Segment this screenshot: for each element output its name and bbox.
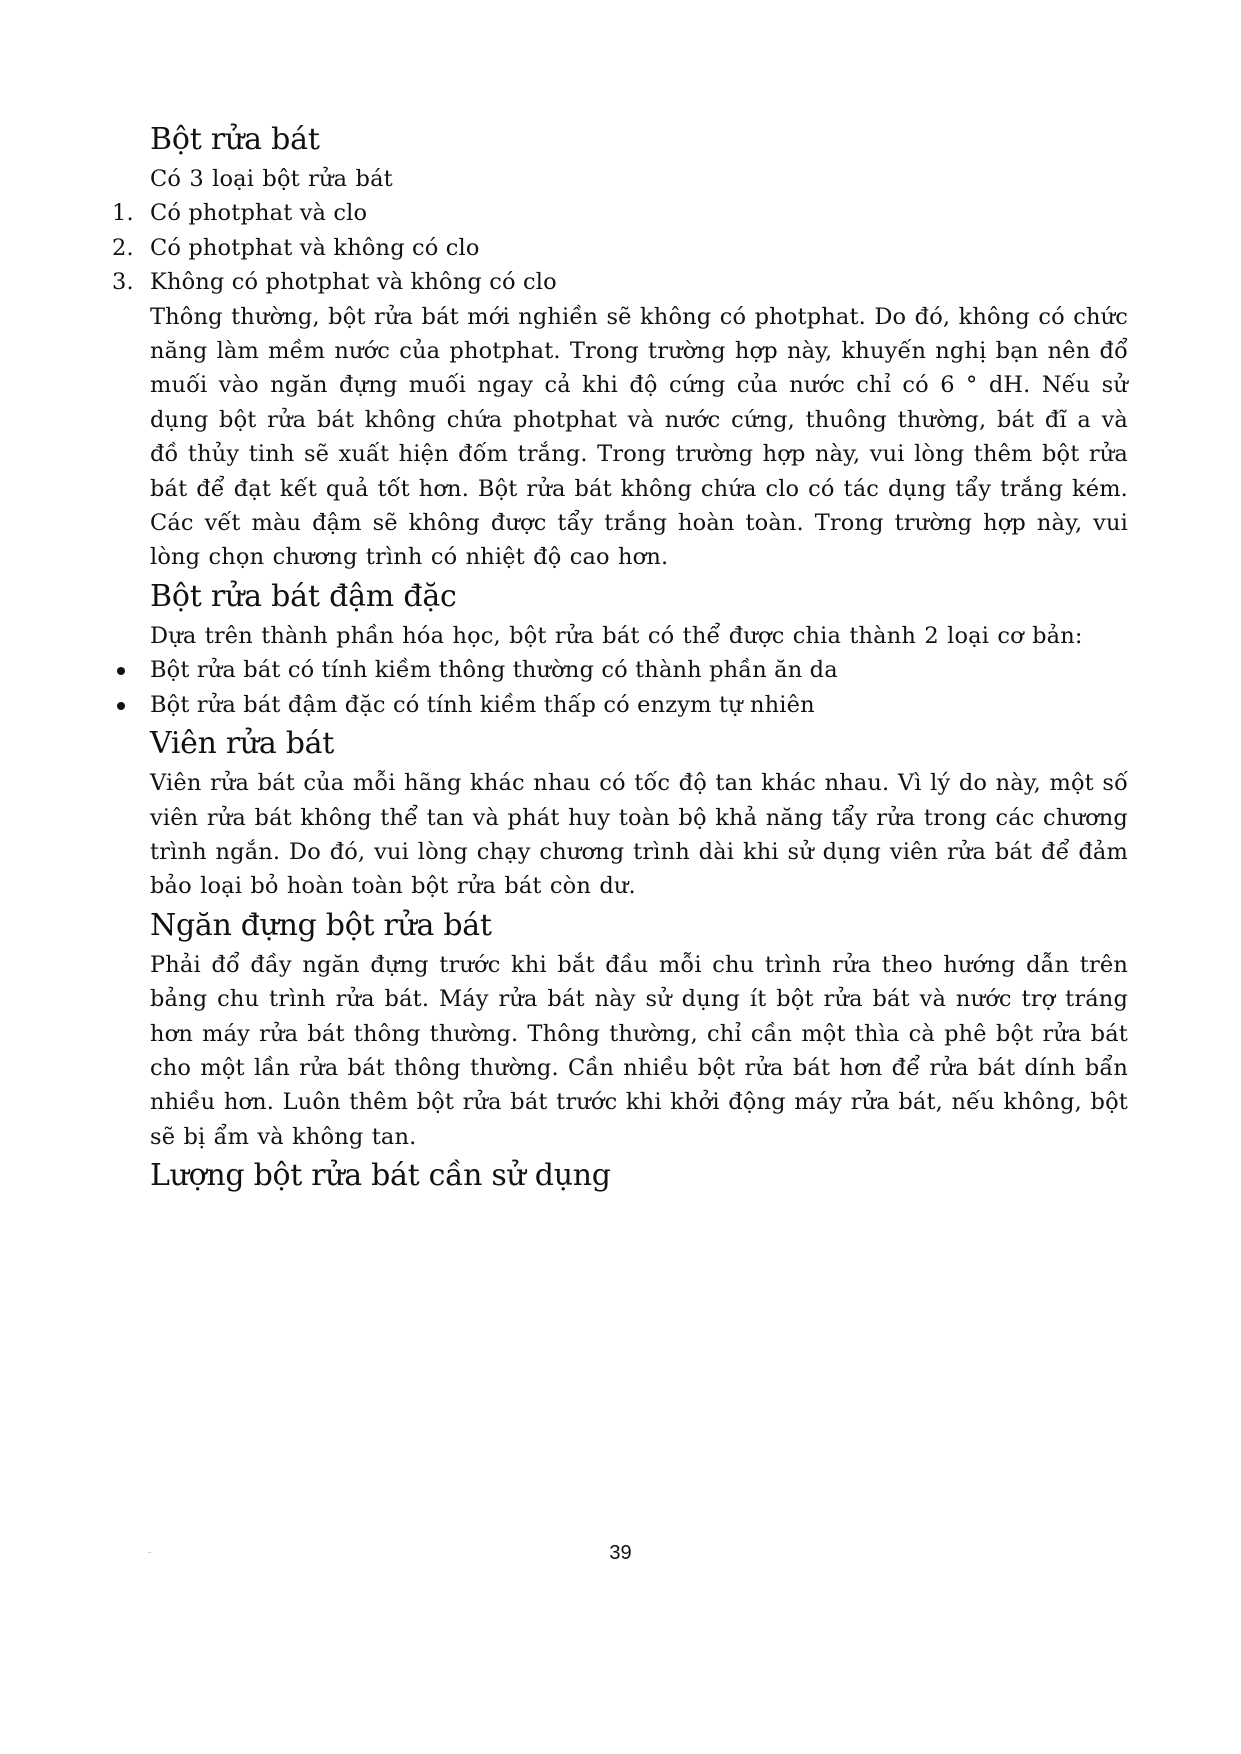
list-number: 1. [112, 200, 134, 227]
list-item-text: Có photphat và clo [150, 200, 368, 227]
page-content [112, 118, 1128, 1198]
heading-ngan-dung-bot-rua-bat: Ngăn đựng bột rửa bát [150, 907, 492, 943]
paragraph-dispenser: Phải đổ đầy ngăn đựng trước khi bắt đầu mỗi chu trình rửa theo hướng dẫn trên bảng chu trình rửa bát. Máy rửa bát này sử dụng ít bột rửa bát và nước trợ tráng hơn máy rửa bát thông thường. Thông thường, chỉ cần một thìa cà phê bột rửa bát cho một lần rửa bát thông thường. Cần nhiều bột rửa bát hơn để rửa bát dính bẩn nhiều hơn. Luôn thêm bột rửa bát trước khi khởi động máy rửa bát, nếu không, bột sẽ bị ẩm và không tan. [150, 951, 1128, 1150]
page-number: 39 [609, 1542, 632, 1564]
heading-bot-rua-bat: Bột rửa bát [150, 122, 320, 157]
heading-bot-rua-bat-dam-dac: Bột rửa bát đậm đặc [150, 578, 457, 614]
paragraph-tablets: Viên rửa bát của mỗi hãng khác nhau có tốc độ tan khác nhau. Vì lý do này, một số viên rửa bát không thể tan và phát huy toàn bộ khả năng tẩy rửa trong các chương trình ngắn. Do đó, vui lòng chạy chương trình dài khi sử dụng viên rửa bát để đảm bảo loại bỏ hoàn toàn bột rửa bát còn dư. [150, 770, 1128, 900]
list-item-text: Không có photphat và không có clo [150, 269, 557, 296]
list-number: 2. [112, 234, 134, 261]
list-item [112, 265, 1128, 299]
list-item [112, 231, 1128, 265]
list-number: 3. [112, 269, 134, 296]
list-item-text: Bột rửa bát đậm đặc có tính kiềm thấp có enzym tự nhiên [150, 691, 815, 718]
list-item [150, 653, 1128, 687]
bullet-list-types [150, 653, 1128, 722]
list-item [112, 196, 1128, 230]
intro-three-types: Có 3 loại bột rửa bát [150, 166, 393, 192]
heading-vien-rua-bat: Viên rửa bát [150, 726, 334, 762]
heading-luong-bot-rua-bat: Lượng bột rửa bát cần sử dụng [150, 1158, 611, 1194]
footer-mark: .. [148, 1549, 152, 1555]
list-item-text: Bột rửa bát có tính kiềm thông thường có thành phần ăn da [150, 657, 838, 684]
list-item-text: Có photphat và không có clo [150, 234, 480, 261]
bullet-icon [117, 702, 125, 710]
list-item [150, 688, 1128, 722]
intro-two-types: Dựa trên thành phần hóa học, bột rửa bát có thể được chia thành 2 loại cơ bản: [150, 622, 1083, 649]
numbered-list-types [112, 196, 1128, 299]
paragraph-phosphate-info: Thông thường, bột rửa bát mới nghiền sẽ không có photphat. Do đó, không có chức năng làm mềm nước của photphat. Trong trường hợp này, khuyến nghị bạn nên đổ muối vào ngăn đựng muối ngay cả khi độ cứng của nước chỉ có 6 ° dH. Nếu sử dụng bột rửa bát không chứa photphat và nước cứng, thuông thường, bát đĩ a và đồ thủy tinh sẽ xuất hiện đốm trắng. Trong trường hợp này, vui lòng thêm bột rửa bát để đạt kết quả tốt hơn. Bột rửa bát không chứa clo có tác dụng tẩy trắng kém. Các vết màu đậm sẽ không được tẩy trắng hoàn toàn. Trong trường hợp này, vui lòng chọn chương trình có nhiệt độ cao hơn. [150, 303, 1128, 571]
bullet-icon [117, 667, 125, 675]
